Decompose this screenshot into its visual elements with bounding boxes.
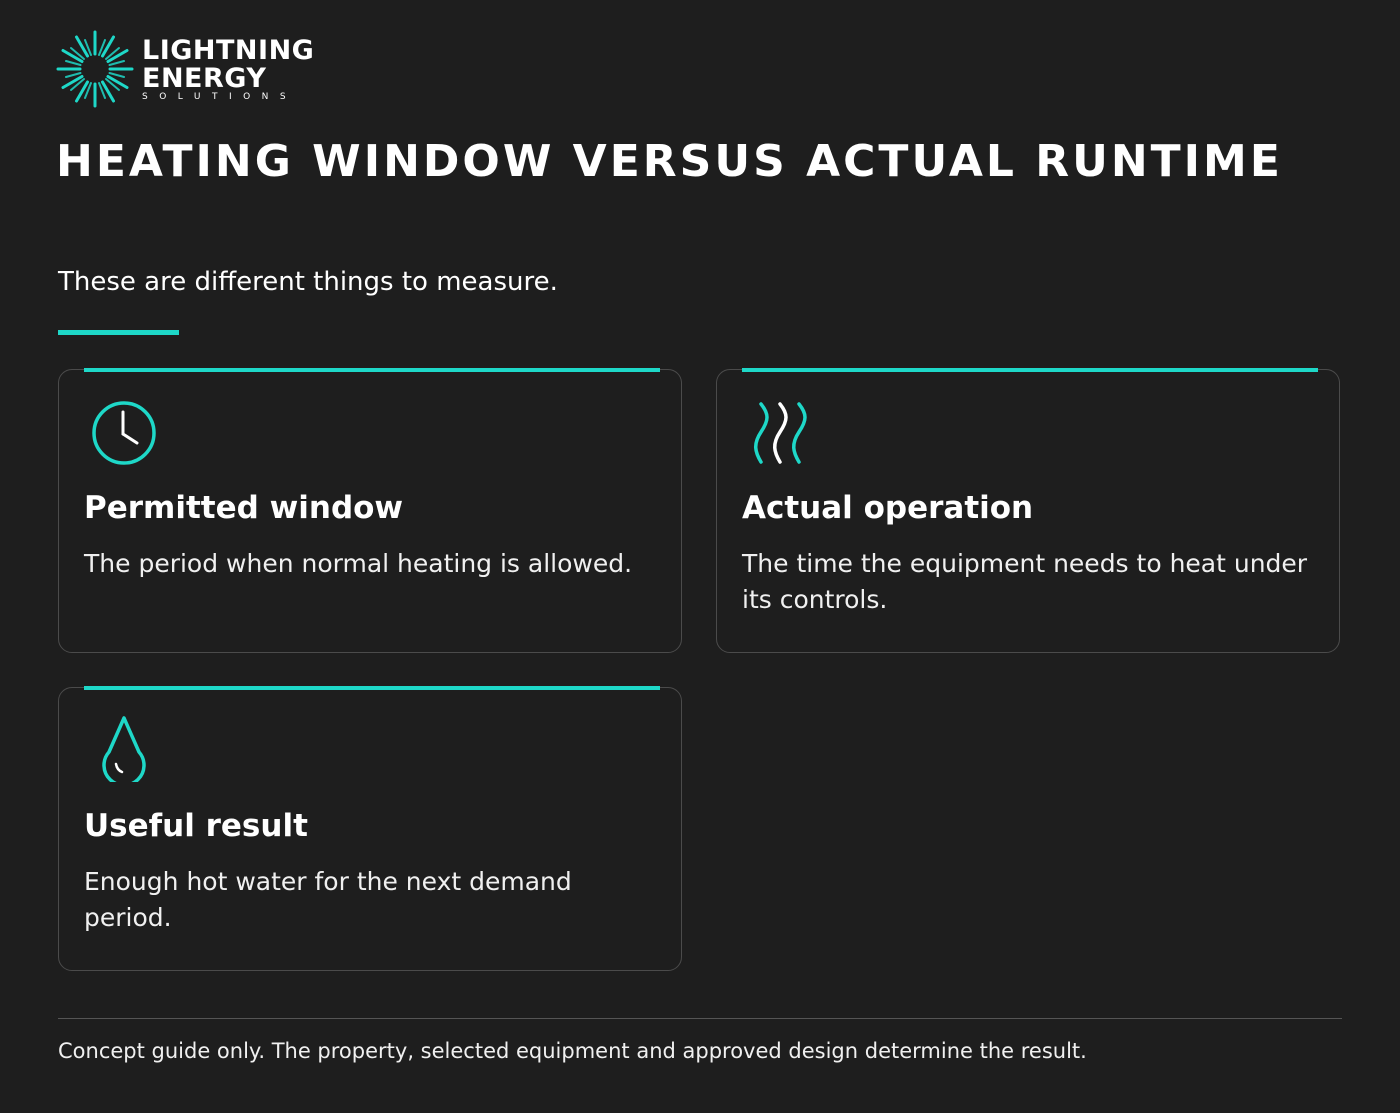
card-title: Actual operation [742, 490, 1034, 526]
water-drop-icon [89, 712, 159, 782]
brand-logo [56, 30, 314, 108]
sunburst-icon [56, 30, 134, 108]
card-body: The time the equipment needs to heat under its controls. [742, 549, 1308, 614]
page-title: HEATING WINDOW VERSUS ACTUAL RUNTIME [56, 136, 1283, 187]
accent-bar [58, 330, 179, 335]
card-title: Useful result [84, 808, 308, 844]
page-subtitle: These are different things to measure. [58, 267, 558, 297]
card-accent-line [84, 368, 660, 372]
brand-line-2: ENERGY [142, 62, 267, 94]
brand-line-1: LIGHTNING [142, 34, 315, 66]
card-title: Permitted window [84, 490, 404, 526]
clock-icon [89, 398, 159, 468]
brand-line-3: SOLUTIONS [142, 91, 298, 102]
card-body: Enough hot water for the next demand period. [84, 867, 572, 932]
card-accent-line [84, 686, 660, 690]
footer-note: Concept guide only. The property, selected equipment and approved design determine the result. [58, 1039, 1087, 1063]
card-permitted-window [58, 369, 682, 653]
brand-wordmark [142, 34, 315, 102]
footer-divider [58, 1018, 1342, 1019]
card-useful-result [58, 687, 682, 971]
card-accent-line [742, 368, 1318, 372]
heat-waves-icon [747, 398, 817, 468]
card-actual-operation [716, 369, 1340, 653]
card-body: The period when normal heating is allowed. [84, 549, 633, 578]
